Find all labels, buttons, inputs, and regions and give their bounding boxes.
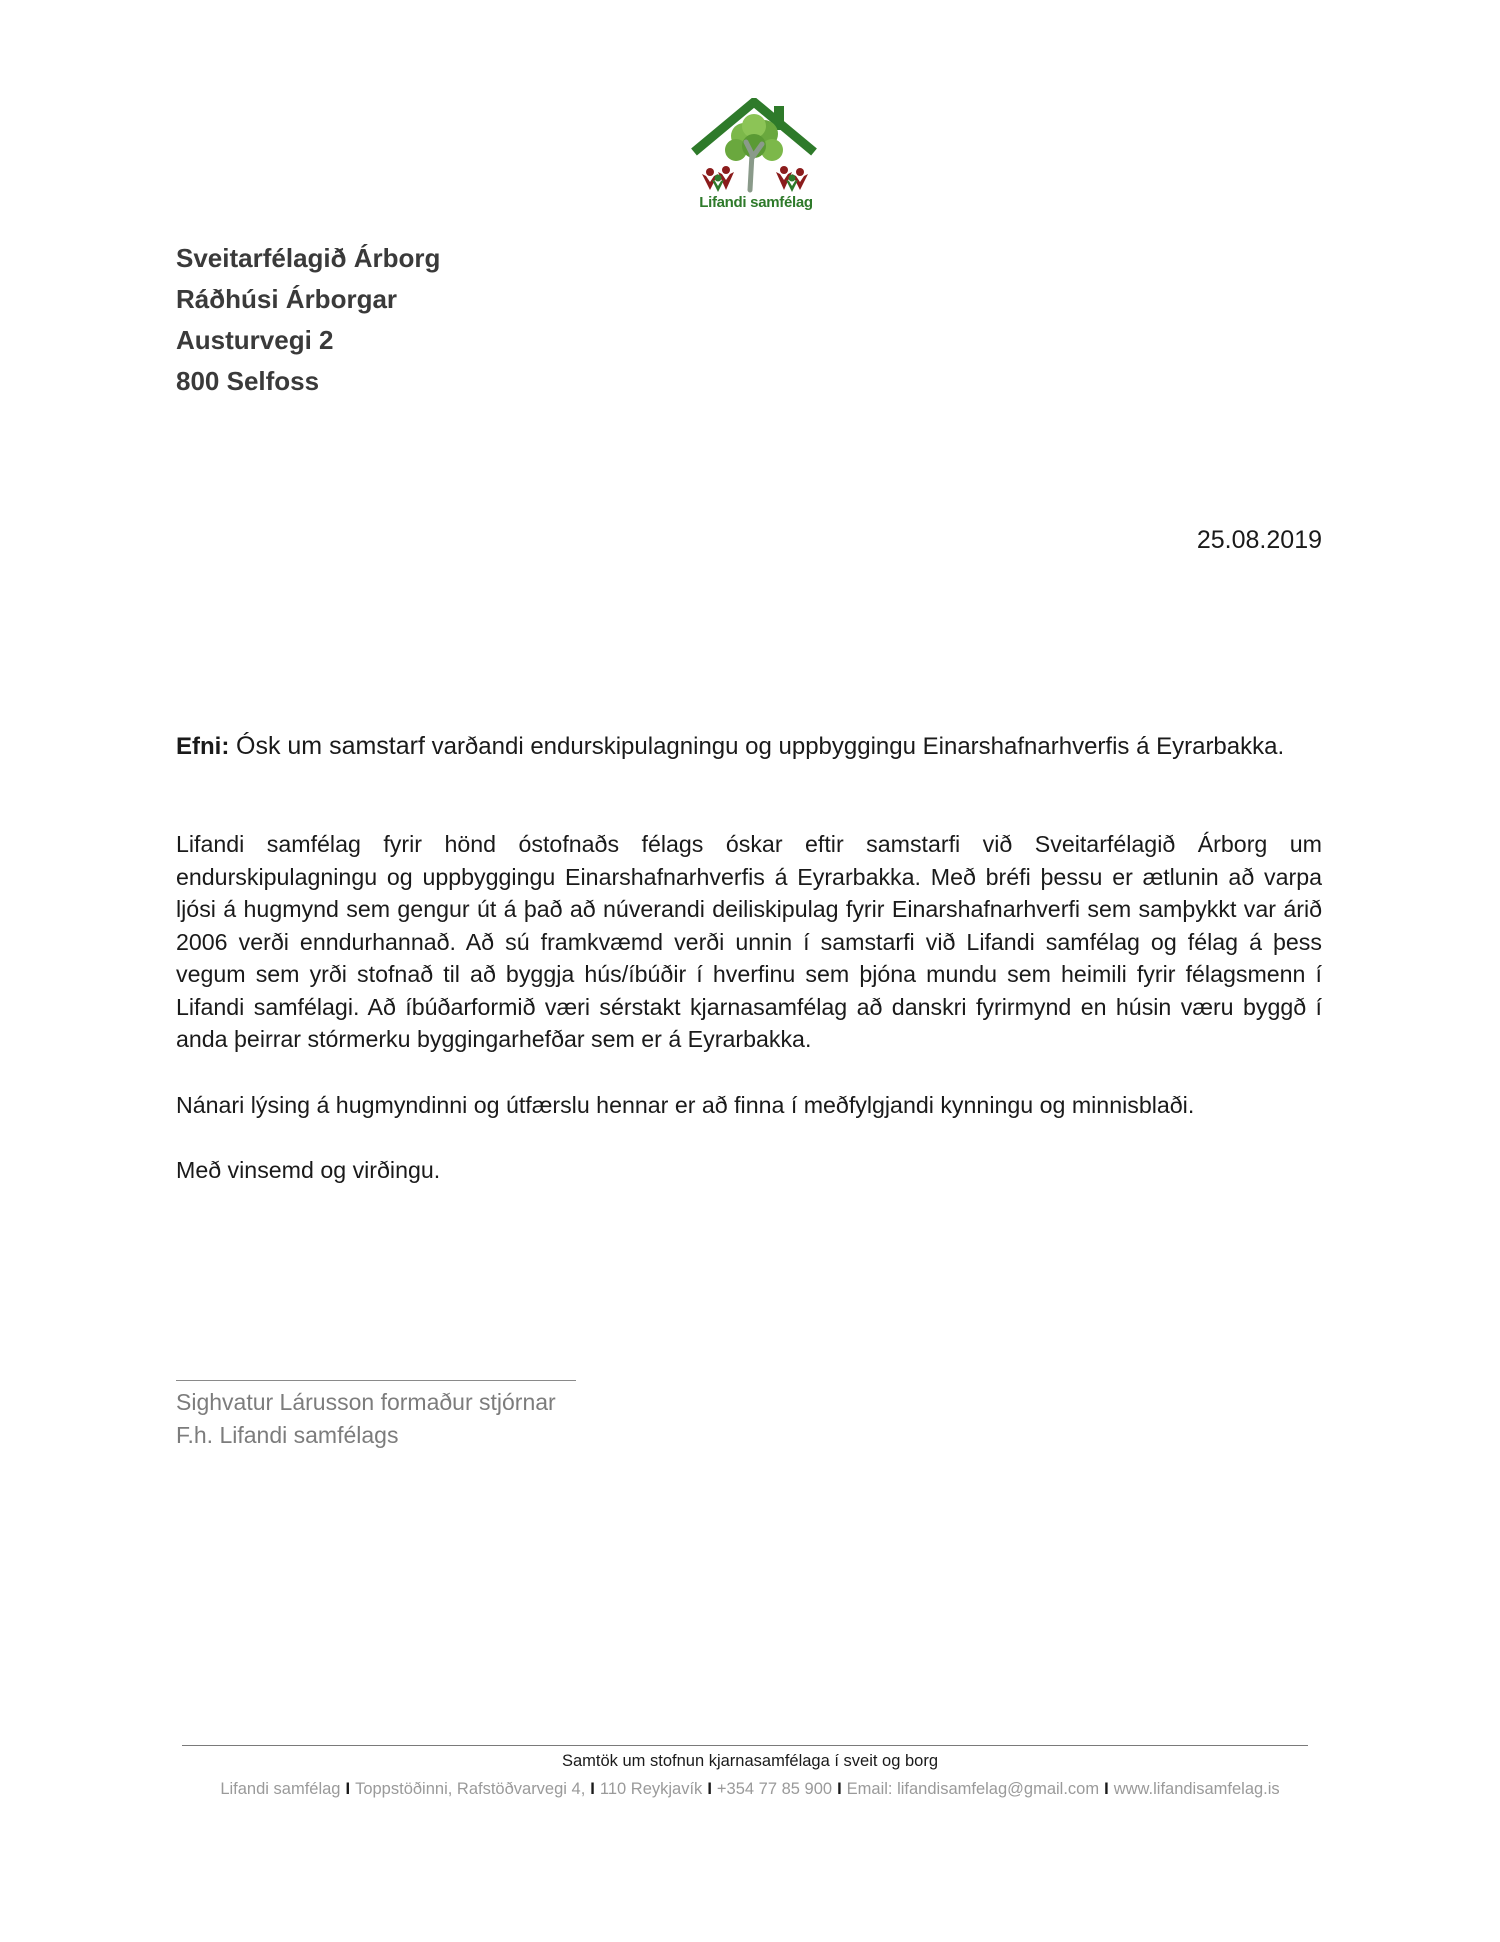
footer-separator: I xyxy=(345,1780,351,1798)
footer-separator: I xyxy=(837,1780,842,1798)
signer-name: Sighvatur Lárusson formaður stjórnar xyxy=(176,1389,556,1415)
footer-separator: I xyxy=(707,1780,712,1798)
footer-separator: I xyxy=(590,1780,595,1798)
footer-email: Email: lifandisamfelag@gmail.com xyxy=(846,1780,1100,1798)
letter-date: 25.08.2019 xyxy=(1196,526,1322,554)
body-paragraph: Lifandi samfélag fyrir hönd óstofnaðs félags óskar eftir samstarfi við Sveitarfélagið Árborg um endurskipulagningu og uppbyggingu Einarshafnarhverfis á Eyrarbakka. Með bréfi þessu er ætlunin að varpa ljósi á hugmynd sem gengur út á það að núverandi deiliskipulag fyrir Einarshafnarhverfi sem samþykkt var árið 2006 verði enndurhannað. Að sú framkvæmd verði unnin í samstarfi við Lifandi samfélag og félag á þess vegum sem yrði stofnað til að byggja hús/íbúðir í hverfinu sem þjóna mundu sem heimili fyrir félagsmenn í Lifandi samfélagi. Að íbúðarformið væri sérstakt kjarnasamfélag að danskri fyrirmynd en húsin væru byggð í anda þeirrar stórmerku byggingarhefðar sem er á Eyrarbakka. xyxy=(176,831,1322,1052)
footer-tagline: Samtök um stofnun kjarnasamfélaga í sveit og borg xyxy=(561,1752,939,1770)
signature-line xyxy=(176,1380,576,1381)
subject-label: Efni: xyxy=(176,733,230,760)
organization-logo xyxy=(688,98,824,216)
logo-text: Lifandi samfélag xyxy=(699,194,813,211)
closing-salutation: Með vinsemd og virðingu. xyxy=(176,1157,441,1183)
signer-organization: F.h. Lifandi samfélags xyxy=(176,1422,399,1448)
recipient-line: Ráðhúsi Árborgar xyxy=(176,284,398,314)
subject-line xyxy=(176,732,1326,761)
footer-divider xyxy=(182,1745,1308,1746)
footer-city: 110 Reykjavík xyxy=(599,1780,703,1798)
recipient-line: Austurvegi 2 xyxy=(176,325,334,355)
footer-phone: +354 77 85 900 xyxy=(716,1780,833,1798)
footer-website: www.lifandisamfelag.is xyxy=(1113,1780,1280,1798)
subject-text-lead: Ósk um samstarf xyxy=(236,732,425,760)
footer-contact xyxy=(0,1780,1500,1799)
footer-address: Toppstöðinni, Rafstöðvarvegi 4, xyxy=(355,1780,586,1798)
subject-text: varðandi endurskipulagningu og uppbyggingu Einarshafnarhverfis á Eyrarbakka. xyxy=(431,733,1285,760)
footer-org: Lifandi samfélag xyxy=(220,1780,341,1798)
house-tree-logo-icon xyxy=(688,98,824,194)
recipient-line: 800 Selfoss xyxy=(176,366,320,396)
recipient-address xyxy=(176,238,440,402)
body-paragraph-2: Nánari lýsing á hugmyndinni og útfærslu hennar er að finna í meðfylgjandi kynningu og minnisblaði. xyxy=(176,1092,1195,1118)
signature-block xyxy=(176,1386,556,1452)
footer-separator: I xyxy=(1104,1780,1109,1798)
recipient-line: Sveitarfélagið Árborg xyxy=(176,243,441,273)
